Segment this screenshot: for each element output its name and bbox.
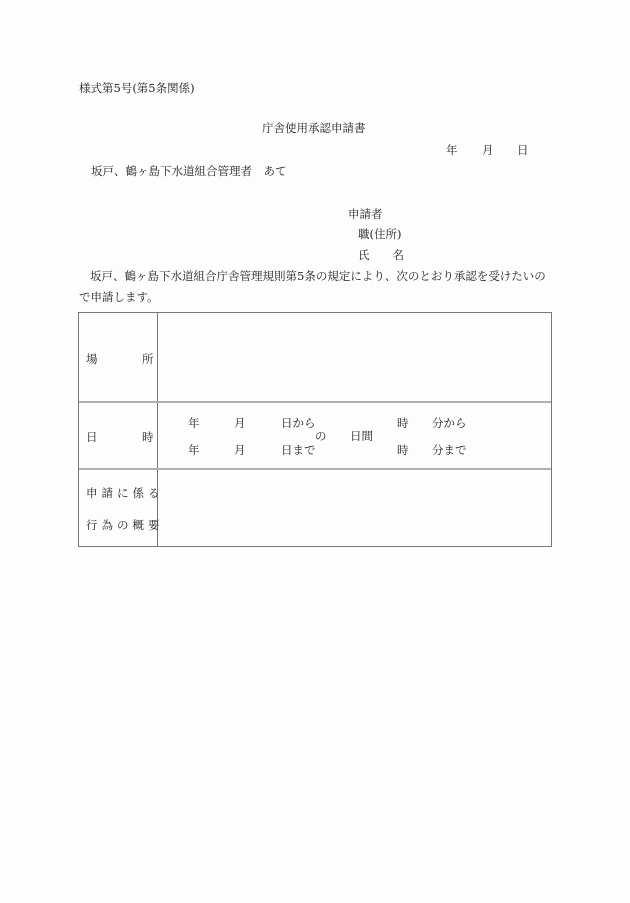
duration-no: の bbox=[315, 429, 327, 443]
row-divider-2 bbox=[79, 468, 551, 470]
body-line-1: 坂戸、鶴ヶ島下水道組合庁舎管理規則第5条の規定により、次のとおり承認を受けたいの bbox=[90, 269, 546, 283]
to-hour: 時 bbox=[397, 443, 409, 457]
date-month-label: 月 bbox=[482, 143, 494, 157]
purpose-input-area[interactable] bbox=[159, 471, 549, 545]
from-day: 日から bbox=[281, 416, 316, 430]
location-label-right: 所 bbox=[142, 352, 154, 366]
datetime-label-left: 日 bbox=[86, 430, 98, 444]
date-year-label: 年 bbox=[446, 143, 458, 157]
applicant-heading: 申請者 bbox=[348, 207, 383, 221]
body-line-2: で申請します。 bbox=[79, 290, 159, 304]
to-minute: 分まで bbox=[432, 443, 467, 457]
from-hour: 時 bbox=[397, 416, 409, 430]
document-title: 庁舎使用承認申請書 bbox=[262, 121, 366, 135]
row-divider-1 bbox=[79, 401, 551, 403]
application-table bbox=[78, 312, 552, 547]
purpose-label-line-2: 行為の概要 bbox=[86, 518, 164, 532]
date-day-label: 日 bbox=[517, 143, 529, 157]
column-divider bbox=[157, 313, 158, 546]
from-year: 年 bbox=[188, 416, 200, 430]
location-label-left: 場 bbox=[86, 352, 98, 366]
duration-days: 日間 bbox=[350, 429, 373, 443]
from-month: 月 bbox=[234, 416, 246, 430]
addressee: 坂戸、鶴ヶ島下水道組合管理者 あて bbox=[91, 164, 287, 178]
location-input-area[interactable] bbox=[159, 315, 549, 399]
to-month: 月 bbox=[234, 443, 246, 457]
applicant-name-label: 氏 名 bbox=[358, 248, 404, 262]
to-year: 年 bbox=[188, 443, 200, 457]
datetime-label-right: 時 bbox=[142, 430, 154, 444]
form-number: 様式第5号(第5条関係) bbox=[79, 81, 195, 95]
purpose-label-line-1: 申請に係る bbox=[86, 486, 164, 500]
from-minute: 分から bbox=[432, 416, 467, 430]
to-day: 日まで bbox=[281, 443, 316, 457]
applicant-position-label: 職(住所) bbox=[358, 227, 402, 241]
